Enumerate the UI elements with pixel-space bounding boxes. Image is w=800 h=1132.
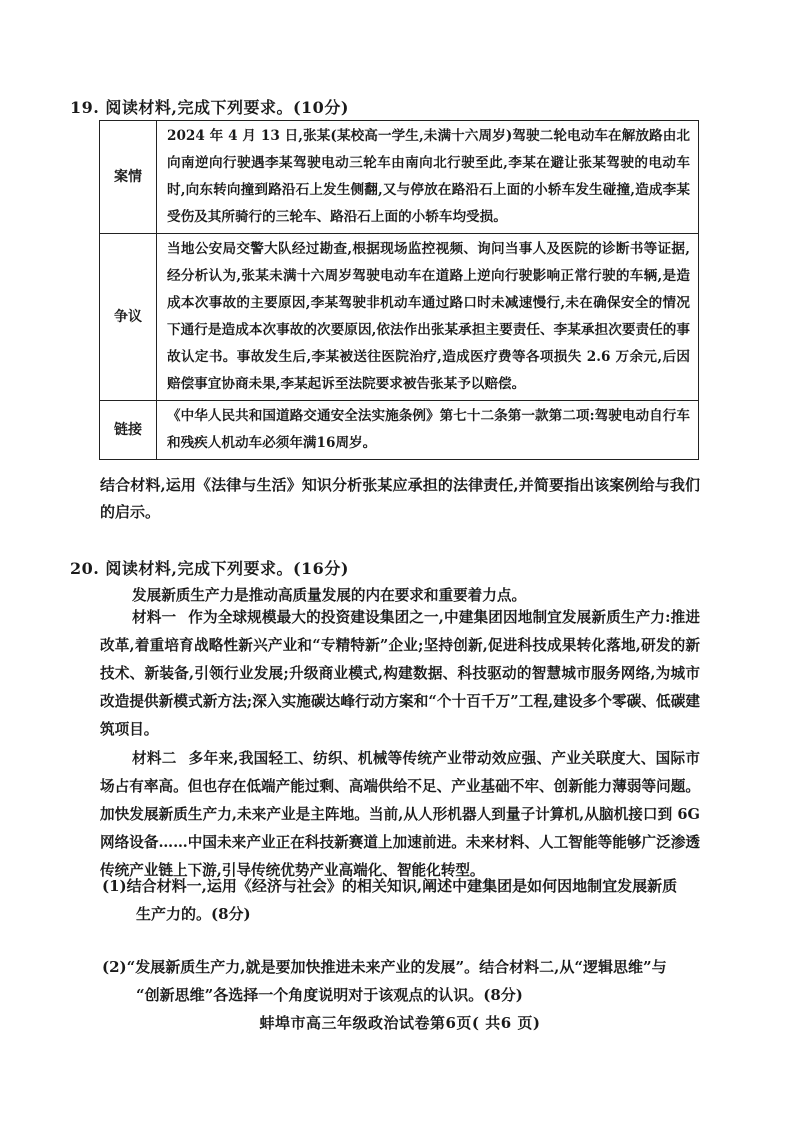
sub-question-1 [102, 872, 702, 928]
material-2-label: 材料二 [132, 750, 177, 767]
row-label-link: 链接 [100, 401, 157, 460]
material-1 [100, 604, 700, 744]
material-1-text: 作为全球规模最大的投资建设集团之一,中建集团因地制宜发展新质生产力:推进改革,着重培育战略性新兴产业和“专精特新”企业;坚持创新,促进科技成果转化落地,研发的新技术、新装备,引领行业发展;升级商业模式,构建数据、科技驱动的智慧城市服务网络,为城市改造提供新模式新方法;深入实施碳达峰行动方案和“个十百千万”工程,建设多个零碳、低碳建筑项目。 [100, 609, 700, 738]
row-content-case: 2024 年 4 月 13 日,张某(某校高一学生,未满十六周岁)驾驶二轮电动车在解放路由北向南逆向行驶遇李某驾驶电动三轮车由南向北行驶至此,李某在避让张某驾驶的电动车时,向东转向撞到路沿石上发生侧翻,又与停放在路沿石上面的小轿车发生碰撞,造成李某受伤及其所骑行的三轮车、路沿石上面的小轿车均受损。 [157, 121, 699, 234]
sub-question-1-line1: (1)结合材料一,运用《经济与社会》的相关知识,阐述中建集团是如何因地制宜发展新质 [102, 877, 678, 895]
page-footer: 蚌埠市高三年级政治试卷第6页( 共6 页) [259, 1014, 541, 1032]
table-row [100, 234, 699, 401]
case-table [99, 120, 699, 460]
row-label-dispute: 争议 [100, 234, 157, 401]
material-2-text: 多年来,我国轻工、纺织、机械等传统产业带动效应强、产业关联度大、国际市场占有率高。但也存在低端产能过剩、高端供给不足、产业基础不牢、创新能力薄弱等问题。加快发展新质生产力,未来产业是主阵地。当前,从人形机器人到量子计算机,从脑机接口到 6G 网络设备……中国未来产业正在科技新赛道上加速前进。未来材料、人工智能等能够广泛渗透传统产业链上下游,引导传统优势产业高端化、智能化转型。 [100, 750, 700, 879]
question-20-intro: 发展新质生产力是推动高质量发展的内在要求和重要着力点。 [132, 587, 527, 604]
question-20-title: 20. 阅读材料,完成下列要求。(16分) [70, 559, 349, 578]
question-19-title: 19. 阅读材料,完成下列要求。(10分) [70, 98, 349, 117]
table-row [100, 121, 699, 234]
material-2 [100, 745, 700, 885]
row-content-dispute: 当地公安局交警大队经过勘查,根据现场监控视频、询问当事人及医院的诊断书等证据,经分析认为,张某未满十六周岁驾驶电动车在道路上逆向行驶影响正常行驶的车辆,是造成本次事故的主要原因,李某驾驶非机动车通过路口时未减速慢行,未在确保安全的情况下通行是造成本次事故的次要原因,依法作出张某承担主要责任、李某承担次要责任的事故认定书。事故发生后,李某被送往医院治疗,造成医疗费等各项损失 2.6 万余元,后因赔偿事宜协商未果,李某起诉至法院要求被告张某予以赔偿。 [157, 234, 699, 401]
row-content-link: 《中华人民共和国道路交通安全法实施条例》第七十二条第一款第二项:驾驶电动自行车和残疾人机动车必须年满16周岁。 [157, 401, 699, 460]
table-row [100, 401, 699, 460]
sub-question-1-line2: 生产力的。(8分) [136, 905, 251, 923]
row-label-case: 案情 [100, 121, 157, 234]
question-19-task: 结合材料,运用《法律与生活》知识分析张某应承担的法律责任,并简要指出该案例给与我们的启示。 [100, 476, 700, 521]
sub-question-2 [102, 953, 702, 1009]
sub-question-2-line1: (2)“发展新质生产力,就是要加快推进未来产业的发展”。结合材料二,从“逻辑思维”与 [102, 958, 667, 976]
sub-question-2-line2: “创新思维”各选择一个角度说明对于该观点的认识。(8分) [136, 986, 523, 1004]
material-1-label: 材料一 [132, 609, 177, 626]
